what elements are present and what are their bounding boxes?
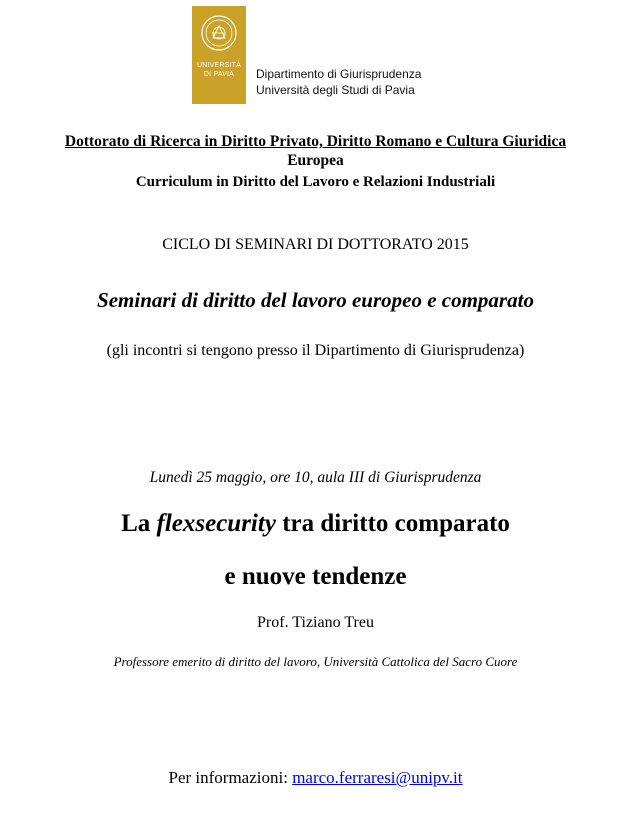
- event-date-place: Lunedì 25 maggio, ore 10, aula III di Giurisprudenza: [149, 469, 482, 486]
- university-name: Università degli Studi di Pavia: [256, 83, 415, 97]
- university-logo: [192, 6, 246, 104]
- series-title: Seminari di diritto del lavoro europeo e comparato: [97, 288, 534, 312]
- seminar-cycle: CICLO DI SEMINARI DI DOTTORATO 2015: [162, 236, 469, 253]
- doctorate-title-line2: Europea: [287, 152, 344, 169]
- doctorate-title: [0, 132, 631, 170]
- talk-title-post: tra diritto comparato: [275, 510, 510, 537]
- contact-email-link[interactable]: marco.ferraresi@unipv.it: [292, 768, 463, 787]
- venue-note: (gli incontri si tengono presso il Dipartimento di Giurisprudenza): [106, 342, 525, 359]
- curriculum-title: Curriculum in Diritto del Lavoro e Relazioni Industriali: [135, 174, 496, 190]
- talk-title-line2: e nuove tendenze: [224, 563, 407, 590]
- speaker-name: Prof. Tiziano Treu: [257, 614, 374, 631]
- doctorate-title-line1: Dottorato di Ricerca in Diritto Privato, Diritto Romano e Cultura Giuridica: [64, 133, 567, 150]
- department-name: Dipartimento di Giurisprudenza: [256, 67, 422, 81]
- logo-text-line2: DI PAVIA: [203, 71, 235, 78]
- talk-title-line1: [0, 510, 631, 538]
- seal-icon: [200, 14, 238, 52]
- department-info: [256, 66, 421, 98]
- talk-title-pre: La: [121, 510, 157, 537]
- logo-text-line1: UNIVERSITÀ: [196, 62, 241, 69]
- talk-title-emphasis: flexsecurity: [156, 510, 276, 537]
- contact-label: Per informazioni:: [168, 768, 293, 787]
- speaker-affiliation: Professore emerito di diritto del lavoro, Università Cattolica del Sacro Cuore: [113, 654, 518, 669]
- contact-info: [0, 768, 631, 788]
